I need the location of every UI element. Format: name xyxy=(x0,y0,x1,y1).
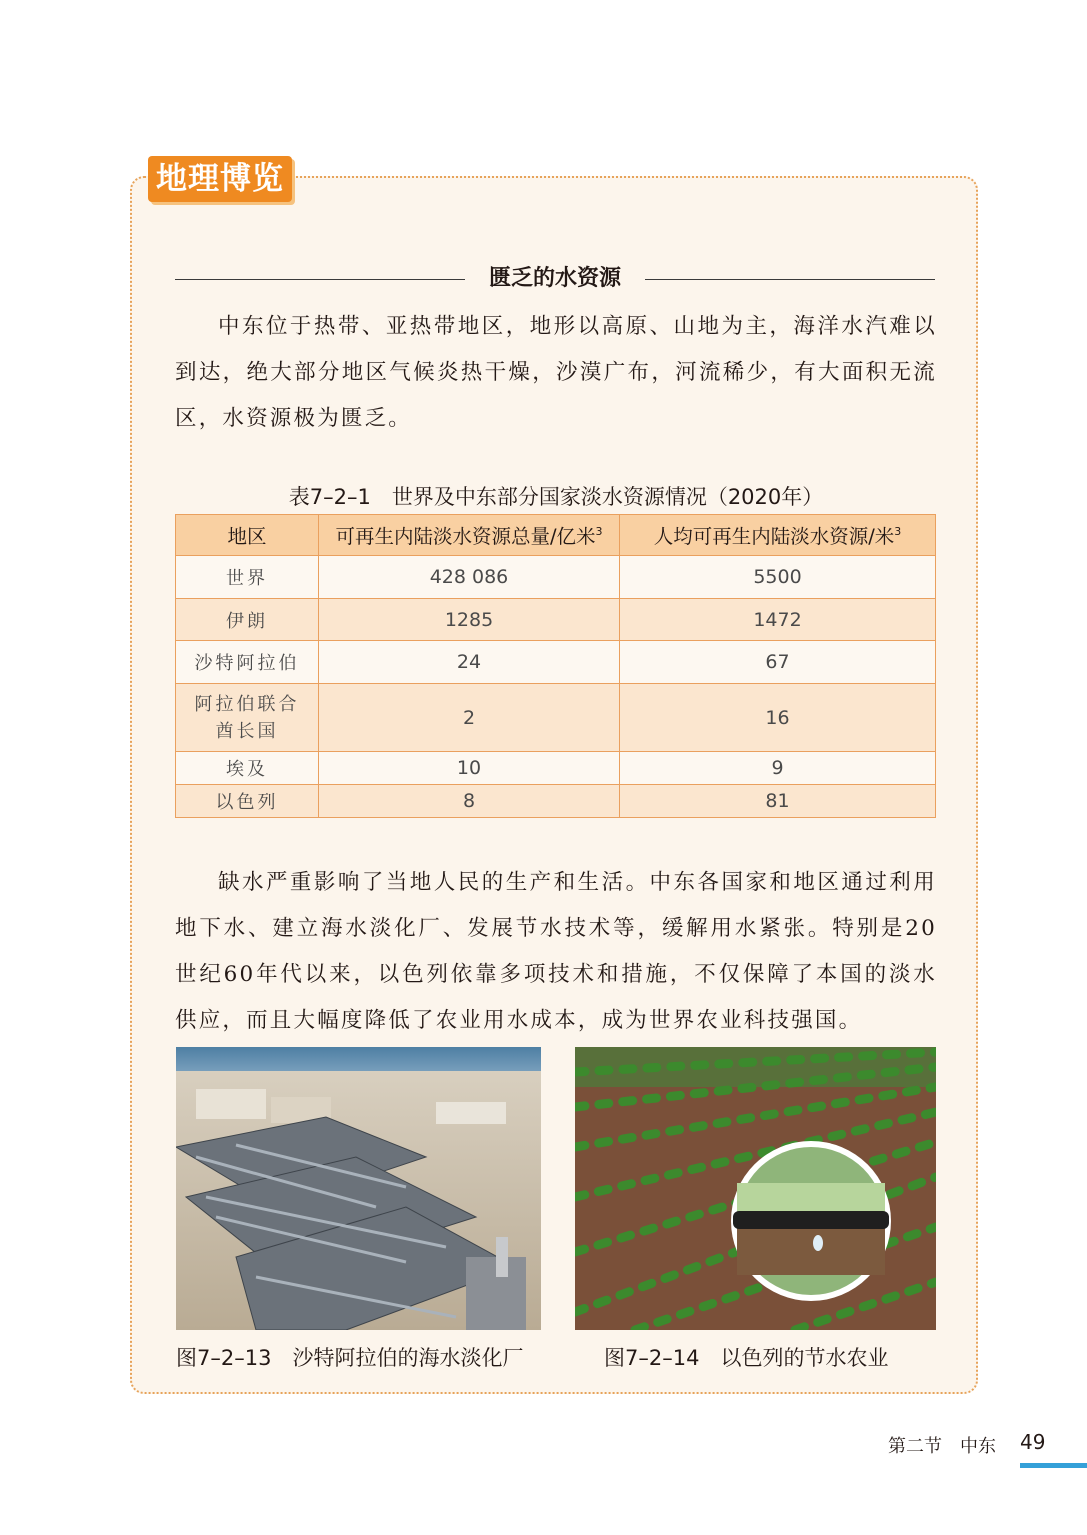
cell-region: 阿拉伯联合 酋长国 xyxy=(176,684,319,752)
cell-per-capita: 9 xyxy=(620,752,936,785)
header-total: 可再生内陆淡水资源总量/亿米$^3$ xyxy=(319,515,620,556)
cell-per-capita: 81 xyxy=(620,785,936,818)
paragraph-intro: 中东位于热带、亚热带地区，地形以高原、山地为主，海洋水汽难以到达，绝大部分地区气候炎热干燥，沙漠广布，河流稀少，有大面积无流区，水资源极为匮乏。 xyxy=(175,314,937,431)
cell-region: 以色列 xyxy=(176,785,319,818)
drip-irrigation-photo xyxy=(575,1047,936,1330)
cell-per-capita: 5500 xyxy=(620,556,936,599)
footer-section: 第二节 中东 xyxy=(888,1436,996,1457)
paragraph-water-saving: 缺水严重影响了当地人民的生产和生活。中东各国家和地区通过利用地下水、建立海水淡化厂、发展节水技术等，缓解用水紧张。特别是20世纪60年代以来，以色列依靠多项技术和措施，不仅保障了本国的淡水供应，而且大幅度降低了农业用水成本，成为世界农业科技强国。 xyxy=(175,870,937,1033)
cell-total: 8 xyxy=(319,785,620,818)
table-header-row xyxy=(176,515,936,556)
table-row xyxy=(176,785,936,818)
cell-per-capita: 67 xyxy=(620,641,936,684)
cell-region: 世界 xyxy=(176,556,319,599)
cell-per-capita: 1472 xyxy=(620,599,936,641)
heading-text: 匮乏的水资源 xyxy=(488,266,621,291)
table-row xyxy=(176,556,936,599)
cell-total: 428 086 xyxy=(319,556,620,599)
cell-total: 10 xyxy=(319,752,620,785)
cell-region: 沙特阿拉伯 xyxy=(176,641,319,684)
figure-caption-desalination: 图7–2–13 沙特阿拉伯的海水淡化厂 xyxy=(176,1346,524,1370)
page-footer xyxy=(888,1430,1046,1458)
figure-caption-irrigation: 图7–2–14 以色列的节水农业 xyxy=(604,1346,889,1370)
water-resources-table xyxy=(175,514,936,818)
heading-rule-left xyxy=(175,279,465,280)
cell-region: 埃及 xyxy=(176,752,319,785)
section-heading xyxy=(175,262,935,296)
footer-accent-bar xyxy=(1020,1463,1087,1468)
table-row xyxy=(176,641,936,684)
desalination-plant-photo xyxy=(176,1047,541,1330)
table-row xyxy=(176,752,936,785)
cell-total: 24 xyxy=(319,641,620,684)
table-row xyxy=(176,599,936,641)
header-region: 地区 xyxy=(176,515,319,556)
section-badge: 地理博览 xyxy=(148,156,292,202)
cell-per-capita: 16 xyxy=(620,684,936,752)
header-per-capita: 人均可再生内陆淡水资源/米$^3$ xyxy=(620,515,936,556)
page-number: 49 xyxy=(1020,1430,1046,1454)
cell-total: 1285 xyxy=(319,599,620,641)
cell-total: 2 xyxy=(319,684,620,752)
table-row xyxy=(176,684,936,752)
cell-region: 伊朗 xyxy=(176,599,319,641)
heading-rule-right xyxy=(645,279,935,280)
table-caption: 表7–2–1 世界及中东部分国家淡水资源情况（2020年） xyxy=(288,485,824,509)
